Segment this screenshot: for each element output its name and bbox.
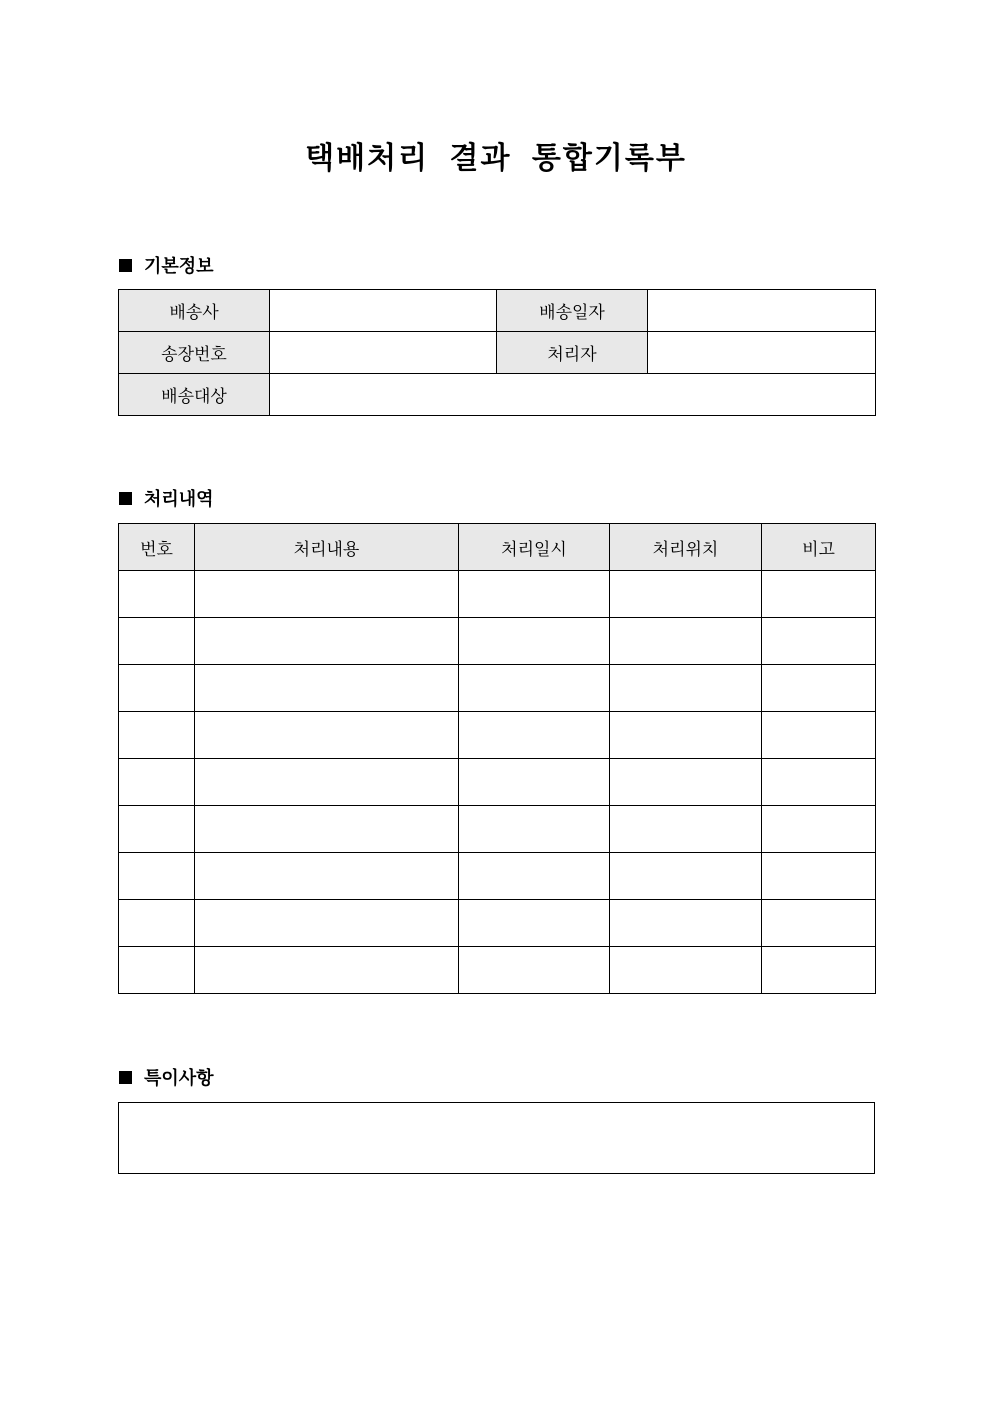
table-row (119, 618, 876, 665)
no-cell[interactable] (119, 618, 195, 665)
table-row (119, 290, 876, 332)
datetime-cell[interactable] (459, 712, 610, 759)
note-cell[interactable] (762, 571, 876, 618)
content-cell[interactable] (195, 853, 459, 900)
datetime-cell[interactable] (459, 947, 610, 994)
note-cell[interactable] (762, 900, 876, 947)
label-target: 배송대상 (119, 374, 270, 416)
table-row (119, 759, 876, 806)
note-cell[interactable] (762, 665, 876, 712)
location-cell[interactable] (610, 947, 762, 994)
section-heading-remarks (119, 1065, 214, 1089)
location-cell[interactable] (610, 759, 762, 806)
table-row (119, 332, 876, 374)
square-bullet-icon (119, 492, 132, 505)
table-row (119, 374, 876, 416)
process-log-body (119, 571, 876, 994)
label-carrier: 배송사 (119, 290, 270, 332)
note-cell[interactable] (762, 618, 876, 665)
no-cell[interactable] (119, 853, 195, 900)
note-cell[interactable] (762, 759, 876, 806)
note-cell[interactable] (762, 947, 876, 994)
table-header-row (119, 524, 876, 571)
location-cell[interactable] (610, 900, 762, 947)
location-cell[interactable] (610, 665, 762, 712)
handler-field[interactable] (648, 332, 876, 374)
label-delivery-date: 배송일자 (497, 290, 648, 332)
label-invoice-no: 송장번호 (119, 332, 270, 374)
column-header-location: 처리위치 (610, 524, 762, 571)
note-cell[interactable] (762, 853, 876, 900)
page-title: 택배처리 결과 통합기록부 (305, 141, 687, 176)
no-cell[interactable] (119, 900, 195, 947)
no-cell[interactable] (119, 759, 195, 806)
column-header-content: 처리내용 (195, 524, 459, 571)
content-cell[interactable] (195, 618, 459, 665)
column-header-datetime: 처리일시 (459, 524, 610, 571)
table-row (119, 712, 876, 759)
table-row (119, 665, 876, 712)
location-cell[interactable] (610, 712, 762, 759)
section-heading-process-log (119, 486, 214, 510)
column-header-note: 비고 (762, 524, 876, 571)
remarks-field[interactable] (118, 1102, 875, 1174)
square-bullet-icon (119, 259, 132, 272)
content-cell[interactable] (195, 571, 459, 618)
label-handler: 처리자 (497, 332, 648, 374)
datetime-cell[interactable] (459, 618, 610, 665)
target-field[interactable] (270, 374, 876, 416)
invoice-no-field[interactable] (270, 332, 497, 374)
datetime-cell[interactable] (459, 665, 610, 712)
no-cell[interactable] (119, 806, 195, 853)
section-heading-basic-info (119, 253, 214, 277)
datetime-cell[interactable] (459, 806, 610, 853)
table-row (119, 947, 876, 994)
content-cell[interactable] (195, 665, 459, 712)
content-cell[interactable] (195, 900, 459, 947)
datetime-cell[interactable] (459, 759, 610, 806)
datetime-cell[interactable] (459, 900, 610, 947)
no-cell[interactable] (119, 571, 195, 618)
table-row (119, 900, 876, 947)
section-heading-label: 기본정보 (144, 256, 214, 277)
square-bullet-icon (119, 1071, 132, 1084)
datetime-cell[interactable] (459, 571, 610, 618)
location-cell[interactable] (610, 571, 762, 618)
content-cell[interactable] (195, 947, 459, 994)
note-cell[interactable] (762, 712, 876, 759)
table-row (119, 806, 876, 853)
no-cell[interactable] (119, 665, 195, 712)
no-cell[interactable] (119, 947, 195, 994)
carrier-field[interactable] (270, 290, 497, 332)
content-cell[interactable] (195, 806, 459, 853)
content-cell[interactable] (195, 759, 459, 806)
table-row (119, 571, 876, 618)
no-cell[interactable] (119, 712, 195, 759)
section-heading-label: 처리내역 (144, 489, 214, 510)
section-heading-label: 특이사항 (144, 1068, 214, 1089)
column-header-no: 번호 (119, 524, 195, 571)
process-log-table (118, 523, 876, 994)
location-cell[interactable] (610, 618, 762, 665)
content-cell[interactable] (195, 712, 459, 759)
basic-info-table (118, 289, 876, 416)
datetime-cell[interactable] (459, 853, 610, 900)
location-cell[interactable] (610, 806, 762, 853)
delivery-date-field[interactable] (648, 290, 876, 332)
location-cell[interactable] (610, 853, 762, 900)
note-cell[interactable] (762, 806, 876, 853)
table-row (119, 853, 876, 900)
